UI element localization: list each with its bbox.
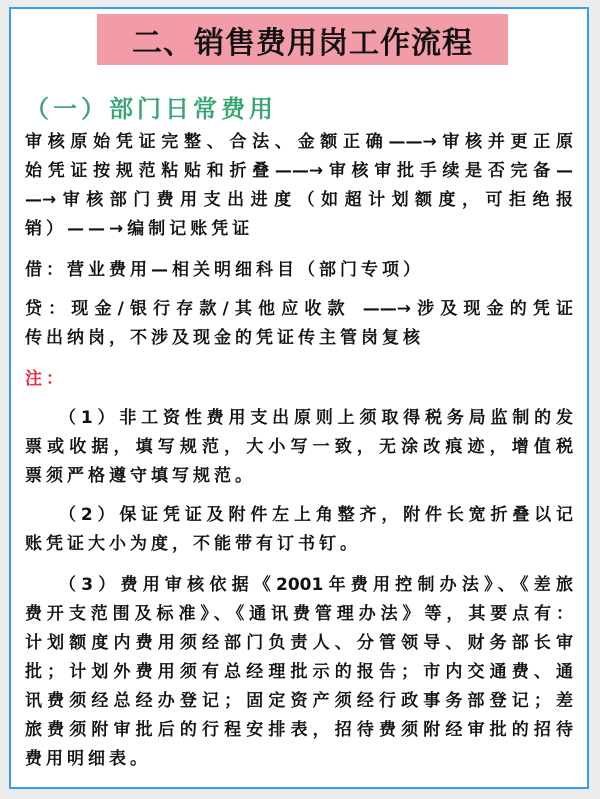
note-3: 费开支范围及标准》、《通讯费管理办法》等，其要点有： — [25, 604, 573, 624]
debit-entry: 借：营业费用—相关明细科目（部门专项） — [25, 260, 424, 280]
note-2: （2）保证凭证及附件左上角整齐，附件长宽折叠以记 — [59, 505, 573, 525]
page-title: 二、销售费用岗工作流程 — [97, 14, 508, 65]
flow-line: 始凭证按规范粘贴和折叠——→审核审批手续是否完备— — [25, 161, 573, 181]
note-1: 票须严格遵守填写规范。 — [25, 466, 256, 486]
document-card — [9, 7, 589, 789]
section-heading: （一）部门日常费用 — [25, 95, 277, 123]
credit-entry: 贷：现金/银行存款/其他应收款 ——→涉及现金的凭证 — [25, 299, 573, 319]
note-3: 批；计划外费用须有总经理批示的报告；市内交通费、通 — [25, 662, 573, 682]
credit-entry: 传出纳岗，不涉及现金的凭证传主管岗复核 — [25, 328, 424, 348]
flow-line: —→审核部门费用支出进度（如超计划额度，可拒绝报 — [25, 190, 573, 210]
flow-line: 审核原始凭证完整、合法、金额正确——→审核并更正原 — [25, 132, 573, 152]
note-1: 票或收据，填写规范，大小写一致，无涂改痕迹，增值税 — [25, 437, 573, 457]
flow-line: 销）——→编制记账凭证 — [25, 219, 254, 239]
note-3: 讯费须经总经办登记；固定资产须经行政事务部登记；差 — [25, 691, 573, 711]
note-2: 账凭证大小为度，不能带有订书钉。 — [25, 534, 361, 554]
note-3: （3）费用审核依据《2001年费用控制办法》、《差旅 — [59, 575, 573, 595]
note-label: 注： — [25, 369, 67, 389]
note-3: 旅费须附审批后的行程安排表，招待费须附经审批的招待 — [25, 720, 573, 740]
note-1: （1）非工资性费用支出原则上须取得税务局监制的发 — [59, 408, 573, 428]
note-3: 计划额度内费用须经部门负责人、分管领导、财务部长审 — [25, 633, 573, 653]
note-3: 费用明细表。 — [25, 749, 151, 769]
